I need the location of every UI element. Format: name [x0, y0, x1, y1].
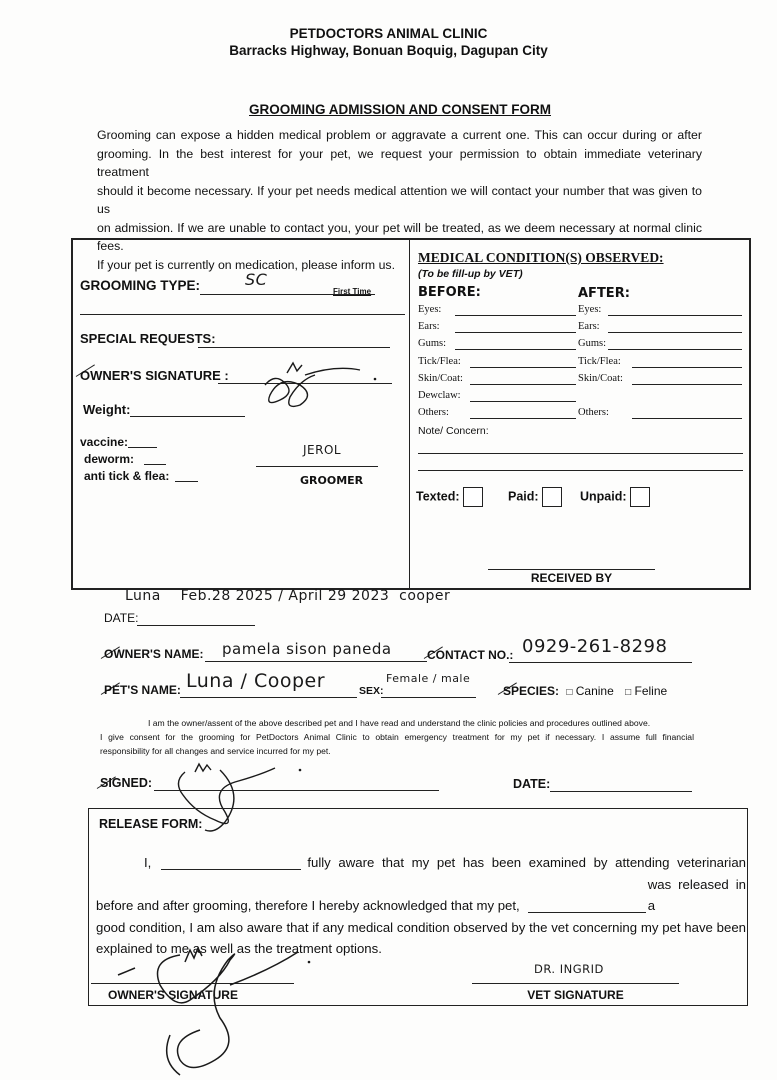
received-by-label: RECEIVED BY — [530, 571, 613, 585]
handwritten-date-note: Luna Feb.28 2025 / April 29 2023 cooper — [125, 588, 451, 604]
medical-after-label: Ears: — [578, 321, 600, 333]
first-time-label: First Time — [333, 287, 372, 296]
release-title: RELEASE FORM: — [99, 817, 203, 831]
intro-line: should it become necessary. If your pet needs medical attention we will contact your number that was given to us — [97, 183, 702, 216]
medical-before-label: Ears: — [418, 321, 440, 333]
form-title: GROOMING ADMISSION AND CONSENT FORM — [249, 102, 551, 117]
release-text: I, — [144, 855, 152, 870]
date-field[interactable] — [137, 625, 255, 626]
medical-subtitle: (To be fill-up by VET) — [418, 268, 523, 280]
unpaid-checkbox[interactable] — [630, 487, 650, 507]
clinic-name: PETDOCTORS ANIMAL CLINIC — [289, 26, 488, 41]
unpaid-option[interactable] — [580, 487, 650, 507]
contact-label: CONTACT NO.: — [427, 648, 514, 662]
intro-line: grooming. In the best interest for your pet, we request your permission to obtain immediate veterinary treatment — [97, 146, 702, 179]
groomer-label: GROOMER — [300, 474, 364, 487]
vaccine-label: vaccine: — [80, 435, 129, 449]
species-label: SPECIES: — [503, 684, 560, 698]
grooming-type-extra-line[interactable] — [80, 314, 405, 315]
special-requests-field[interactable] — [198, 347, 390, 348]
owner-name-value: pamela sison paneda — [222, 640, 392, 658]
checkbox-icon[interactable]: □ — [625, 687, 632, 698]
consent-line: I am the owner/assent of the above described pet and I have read and understand the clinic policies and procedures outlined above. — [148, 718, 651, 728]
canine-label: Canine — [575, 684, 614, 698]
grooming-type-value: SC — [245, 270, 268, 289]
consent-line: responsibility for all changes and service incurred for my pet. — [100, 746, 331, 756]
owner-name-field[interactable] — [205, 661, 427, 662]
vet-signature-label: VET SIGNATURE — [527, 988, 624, 1002]
note-line-2[interactable] — [418, 470, 743, 471]
medical-after-label: Skin/Coat: — [578, 372, 623, 384]
medical-title: MEDICAL CONDITION(S) OBSERVED: — [418, 250, 664, 265]
intro-line: Grooming can expose a hidden medical problem or aggravate a current one. This can occur during or after — [97, 128, 702, 142]
consent-date-label: DATE: — [513, 777, 551, 791]
weight-label: Weight: — [83, 402, 131, 417]
deworm-label: deworm: — [84, 452, 135, 466]
medical-before-label: Skin/Coat: — [418, 372, 463, 384]
consent-line: I give consent for the grooming for PetDoctors Animal Clinic to obtain emergency treatment for my pet if necessary. I assume full financial — [100, 732, 694, 742]
medical-before-field[interactable] — [455, 332, 576, 333]
release-pet-name-field[interactable] — [528, 912, 646, 913]
sex-label: SEX: — [359, 685, 384, 697]
feline-label: Feline — [634, 684, 668, 698]
checkbox-icon[interactable]: □ — [566, 687, 573, 698]
release-owner-signature-label: OWNER'S SIGNATURE — [108, 988, 238, 1002]
after-label: AFTER: — [578, 286, 630, 301]
texted-option[interactable] — [416, 487, 483, 507]
note-concern-label: Note/ Concern: — [418, 425, 489, 437]
release-text: good condition, I am also aware that if any medical condition observed by the vet concerning my pet have been — [96, 919, 746, 935]
owner-name-label: OWNER'S NAME: — [104, 647, 204, 661]
medical-after-field[interactable] — [608, 349, 742, 350]
weight-field[interactable] — [130, 416, 245, 417]
note-line-1[interactable] — [418, 453, 743, 454]
medical-after-label: Gums: — [578, 338, 607, 350]
release-owner-signature-scribble — [110, 940, 360, 1080]
column-divider — [409, 240, 410, 588]
medical-before-field[interactable] — [470, 384, 576, 385]
medical-before-label: Dewclaw: — [418, 390, 461, 401]
consent-date-field[interactable] — [550, 791, 692, 792]
pet-name-field[interactable] — [180, 697, 357, 698]
medical-after-label: Tick/Flea: — [578, 355, 621, 367]
before-label: BEFORE: — [418, 285, 481, 300]
paid-option[interactable] — [508, 487, 562, 507]
vet-signature-line[interactable] — [472, 983, 679, 984]
date-label: DATE: — [104, 611, 139, 625]
sex-field[interactable] — [381, 697, 476, 698]
release-text: before and after grooming, therefore I hereby acknowledged that my pet, — [96, 898, 520, 913]
intro-line: on admission. If we are unable to contact you, your pet will be treated, as we deem necessary at normal clinic fees. — [97, 220, 702, 253]
medical-before-field[interactable] — [455, 315, 576, 316]
species-field — [503, 684, 667, 698]
vet-signature-value: DR. INGRID — [534, 962, 604, 976]
medical-before-field[interactable] — [455, 349, 576, 350]
special-requests-label: SPECIAL REQUESTS: — [80, 331, 216, 346]
paid-label: Paid: — [508, 489, 539, 504]
medical-before-field[interactable] — [470, 367, 576, 368]
texted-label: Texted: — [416, 489, 460, 504]
paid-checkbox[interactable] — [542, 487, 562, 507]
consent-paragraph — [100, 716, 694, 758]
medical-after-field[interactable] — [632, 367, 742, 368]
groomer-signature-line[interactable] — [256, 466, 378, 467]
release-text: fully aware that my pet has been examined by attending veterinarian — [307, 855, 746, 870]
medical-before-field[interactable] — [470, 418, 576, 419]
species-option-feline[interactable] — [625, 684, 667, 698]
contact-field[interactable] — [509, 662, 692, 663]
vaccine-field[interactable] — [128, 447, 157, 448]
owner-signature-label: OWNER'S SIGNATURE : — [80, 368, 229, 383]
medical-after-field[interactable] — [608, 332, 742, 333]
release-text: explained to me as well as the treatment options. — [96, 941, 382, 956]
medical-before-label: Tick/Flea: — [418, 355, 461, 367]
owner-signature-scribble — [255, 355, 385, 410]
medical-before-field[interactable] — [470, 401, 576, 402]
medical-after-field[interactable] — [608, 315, 742, 316]
grooming-type-label: GROOMING TYPE: — [80, 278, 201, 293]
medical-after-label: Others: — [578, 407, 609, 419]
deworm-field[interactable] — [144, 464, 166, 465]
groomer-signature-value: JEROL — [303, 443, 342, 457]
sex-value: Female / male — [386, 672, 471, 685]
contact-value: 0929-261-8298 — [522, 636, 668, 657]
release-text: was released in a — [647, 876, 746, 913]
unpaid-label: Unpaid: — [580, 489, 627, 504]
clinic-address: Barracks Highway, Bonuan Boquig, Dagupan City — [229, 43, 548, 58]
signed-label: SIGNED: — [100, 776, 153, 790]
medical-after-label: Eyes: — [578, 304, 602, 315]
release-owner-name-field[interactable] — [161, 869, 301, 870]
pet-name-value: Luna / Cooper — [186, 670, 326, 692]
intro-line: If your pet is currently on medication, please inform us. — [97, 257, 395, 272]
medical-after-field[interactable] — [632, 418, 742, 419]
received-by-line[interactable] — [488, 569, 655, 570]
species-option-canine[interactable] — [566, 684, 613, 698]
medical-before-label: Eyes: — [418, 304, 442, 315]
anti-tick-flea-label: anti tick & flea: — [84, 469, 170, 483]
medical-after-field[interactable] — [632, 384, 742, 385]
texted-checkbox[interactable] — [463, 487, 483, 507]
pet-name-label: PET'S NAME: — [104, 683, 181, 697]
medical-before-label: Others: — [418, 407, 449, 419]
medical-before-label: Gums: — [418, 338, 447, 350]
anti-tick-flea-field[interactable] — [175, 481, 198, 482]
